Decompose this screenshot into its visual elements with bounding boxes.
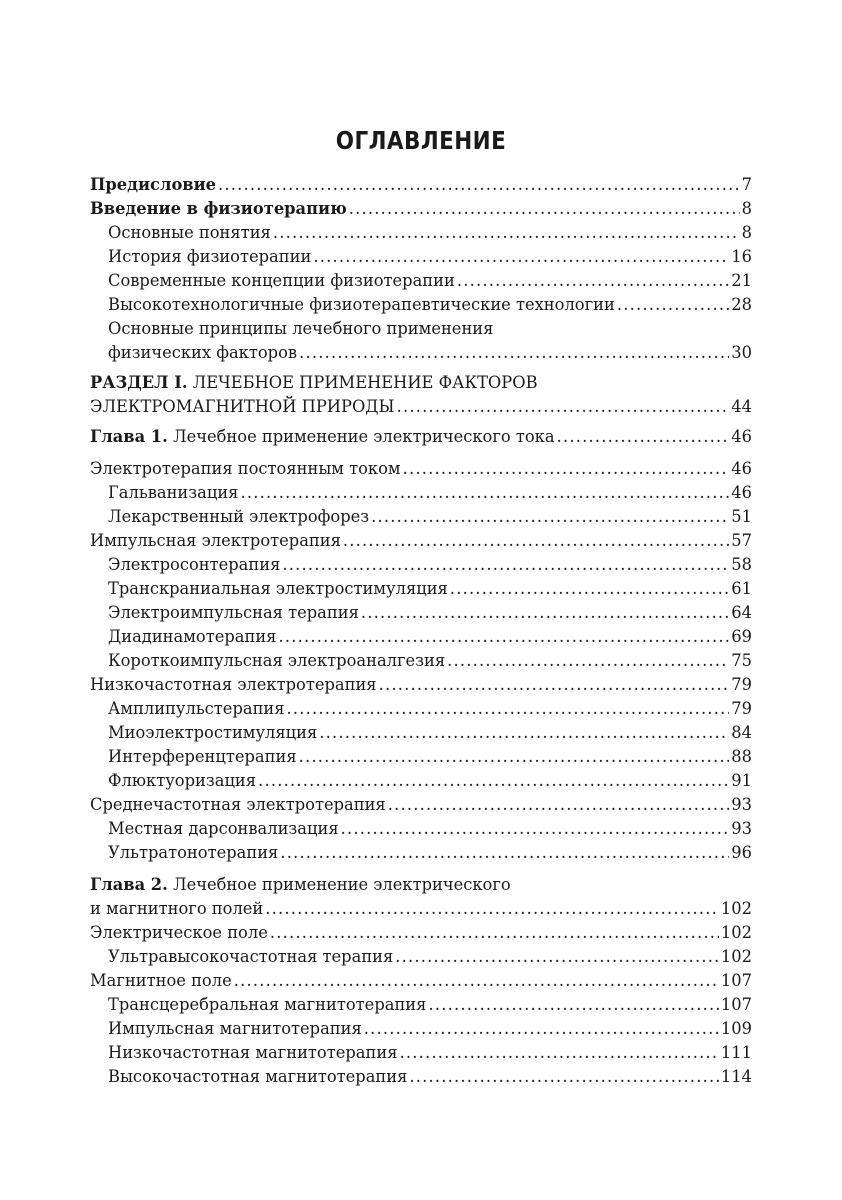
entry-text: Миоэлектростимуляция [108,723,318,742]
page-number: 51 [731,507,752,526]
entry-text: ЭЛЕКТРОМАГНИТНОЙ ПРИРОДЫ [90,397,395,416]
entry-bold: Глава 1. [90,427,168,446]
page-number: 8 [741,223,752,242]
entry-text: Флюктуоризация [108,771,257,790]
entry-text: Низкочастотная электротерапия [90,675,377,694]
toc-entry [108,625,752,649]
page-title: ОГЛАВЛЕНИЕ [335,126,507,155]
toc-entry [90,969,752,993]
page-number: 44 [731,397,752,416]
leader-dots [240,481,729,505]
leader-dots [557,425,730,449]
page-number: 93 [731,819,752,838]
leader-dots [371,505,729,529]
entry-text: ЛЕЧЕБНОЕ ПРИМЕНЕНИЕ ФАКТОРОВ [187,373,538,392]
toc-entry [108,993,752,1017]
page-number: 114 [720,1067,752,1086]
leader-dots [447,649,729,673]
toc-entry [108,245,752,269]
toc-entry [108,577,752,601]
entry-text: Высокотехнологичные физиотерапевтические технологии [108,295,615,314]
toc-entry [108,505,752,529]
leader-dots [379,673,730,697]
leader-dots [403,457,730,481]
toc-entry [108,721,752,745]
leader-dots [388,793,730,817]
toc-entry [108,1041,752,1065]
toc-entry [108,697,752,721]
toc-entry [108,269,752,293]
entry-bold: Глава 2. [90,875,168,894]
leader-dots [270,921,719,945]
leader-dots [299,341,729,365]
entry-text: Интерференцтерапия [108,747,297,766]
toc-entry [90,425,752,449]
toc-entry [90,197,752,221]
toc-entry [108,841,752,865]
entry-text: Ультратонотерапия [108,843,279,862]
leader-dots [343,529,729,553]
entry-text: Ультравысокочастотная терапия [108,947,394,966]
leader-dots [409,1065,719,1089]
entry-text: История физиотерапии [108,247,312,266]
page-number: 46 [731,483,752,502]
page-number: 64 [731,603,752,622]
entry-text: Диадинамотерапия [108,627,277,646]
leader-dots [280,841,729,865]
leader-dots [299,745,730,769]
entry-text: Лечебное применение электрического [167,875,511,894]
entry-bold: Предисловие [90,175,217,194]
leader-dots [282,553,729,577]
page-number: 102 [720,923,752,942]
entry-text: физических факторов [108,343,298,362]
toc-entry [108,553,752,577]
leader-dots [313,245,729,269]
page-number: 93 [731,795,752,814]
entry-text: Лечебное применение электрического тока [167,427,555,446]
toc-entry [108,293,752,317]
page-number: 88 [731,747,752,766]
leader-dots [265,897,719,921]
leader-dots [617,293,729,317]
entry-text: Низкочастотная магнитотерапия [108,1043,398,1062]
entry-text: Короткоимпульсная электроаналгезия [108,651,446,670]
leader-dots [278,625,729,649]
leader-dots [364,1017,719,1041]
entry-text: Трансцеребральная магнитотерапия [108,995,427,1014]
toc-entry [90,897,752,921]
toc-entry [108,601,752,625]
page-number: 91 [731,771,752,790]
toc-entry [90,457,752,481]
page-number: 46 [731,459,752,478]
toc-entry [90,173,752,197]
page-number: 58 [731,555,752,574]
leader-dots [399,1041,718,1065]
page-number: 30 [731,343,752,362]
page-number: 107 [720,971,752,990]
page-number: 28 [731,295,752,314]
entry-text: Среднечастотная электротерапия [90,795,386,814]
toc-entry [108,221,752,245]
toc-entry [108,769,752,793]
entry-text: Современные концепции физиотерапии [108,271,455,290]
toc-entry [90,395,752,419]
entry-text: Лекарственный электрофорез [108,507,370,526]
leader-dots [234,969,719,993]
entry-text: Магнитное поле [90,971,232,990]
leader-dots [361,601,729,625]
leader-dots [341,817,730,841]
leader-dots [258,769,729,793]
page-number: 102 [720,947,752,966]
toc-entry [108,945,752,969]
page-number: 16 [731,247,752,266]
toc-entry [108,1065,752,1089]
toc-entry [90,793,752,817]
page-number: 57 [731,531,752,550]
page-number: 46 [731,427,752,446]
page-number: 8 [741,199,752,218]
page-number: 75 [731,651,752,670]
toc-entry [108,341,752,365]
toc-chapter-line [90,873,511,897]
page-number: 21 [731,271,752,290]
page-number: 109 [720,1019,752,1038]
leader-dots [287,697,730,721]
leader-dots [397,395,730,419]
toc-section-line [90,371,538,395]
leader-dots [273,221,740,245]
page-number: 79 [731,699,752,718]
toc-entry [90,921,752,945]
toc-entry [108,745,752,769]
page-number: 102 [720,899,752,918]
leader-dots [218,173,740,197]
page-number: 79 [731,675,752,694]
entry-text: Амплипульстерапия [108,699,285,718]
entry-text: и магнитного полей [90,899,264,918]
toc-entry [108,817,752,841]
page-number: 7 [741,175,752,194]
toc-entry [108,1017,752,1041]
entry-text: Местная дарсонвализация [108,819,339,838]
toc-entry [90,529,752,553]
leader-dots [450,577,729,601]
leader-dots [457,269,729,293]
leader-dots [349,197,740,221]
toc-entry [108,649,752,673]
toc-entry-line: Основные принципы лечебного применения [108,319,494,338]
page-number: 84 [731,723,752,742]
toc-entry [90,673,752,697]
entry-text: Высокочастотная магнитотерапия [108,1067,408,1086]
leader-dots [395,945,719,969]
entry-text: Гальванизация [108,483,239,502]
entry-bold: РАЗДЕЛ I. [90,373,188,392]
entry-text: Импульсная электротерапия [90,531,341,550]
page-number: 107 [720,995,752,1014]
entry-text: Электросонтерапия [108,555,281,574]
entry-text: Транскраниальная электростимуляция [108,579,448,598]
page-number: 69 [731,627,752,646]
entry-text: Электроимпульсная терапия [108,603,359,622]
leader-dots [428,993,718,1017]
entry-text: Электрическое поле [90,923,268,942]
entry-bold: Введение в физиотерапию [90,199,347,218]
entry-text: Основные понятия [108,223,271,242]
entry-text: Электротерапия постоянным током [90,459,401,478]
toc-entry [108,481,752,505]
entry-text: Импульсная магнитотерапия [108,1019,362,1038]
page-number: 61 [731,579,752,598]
page-number: 96 [731,843,752,862]
page-number: 111 [720,1043,752,1062]
leader-dots [319,721,729,745]
